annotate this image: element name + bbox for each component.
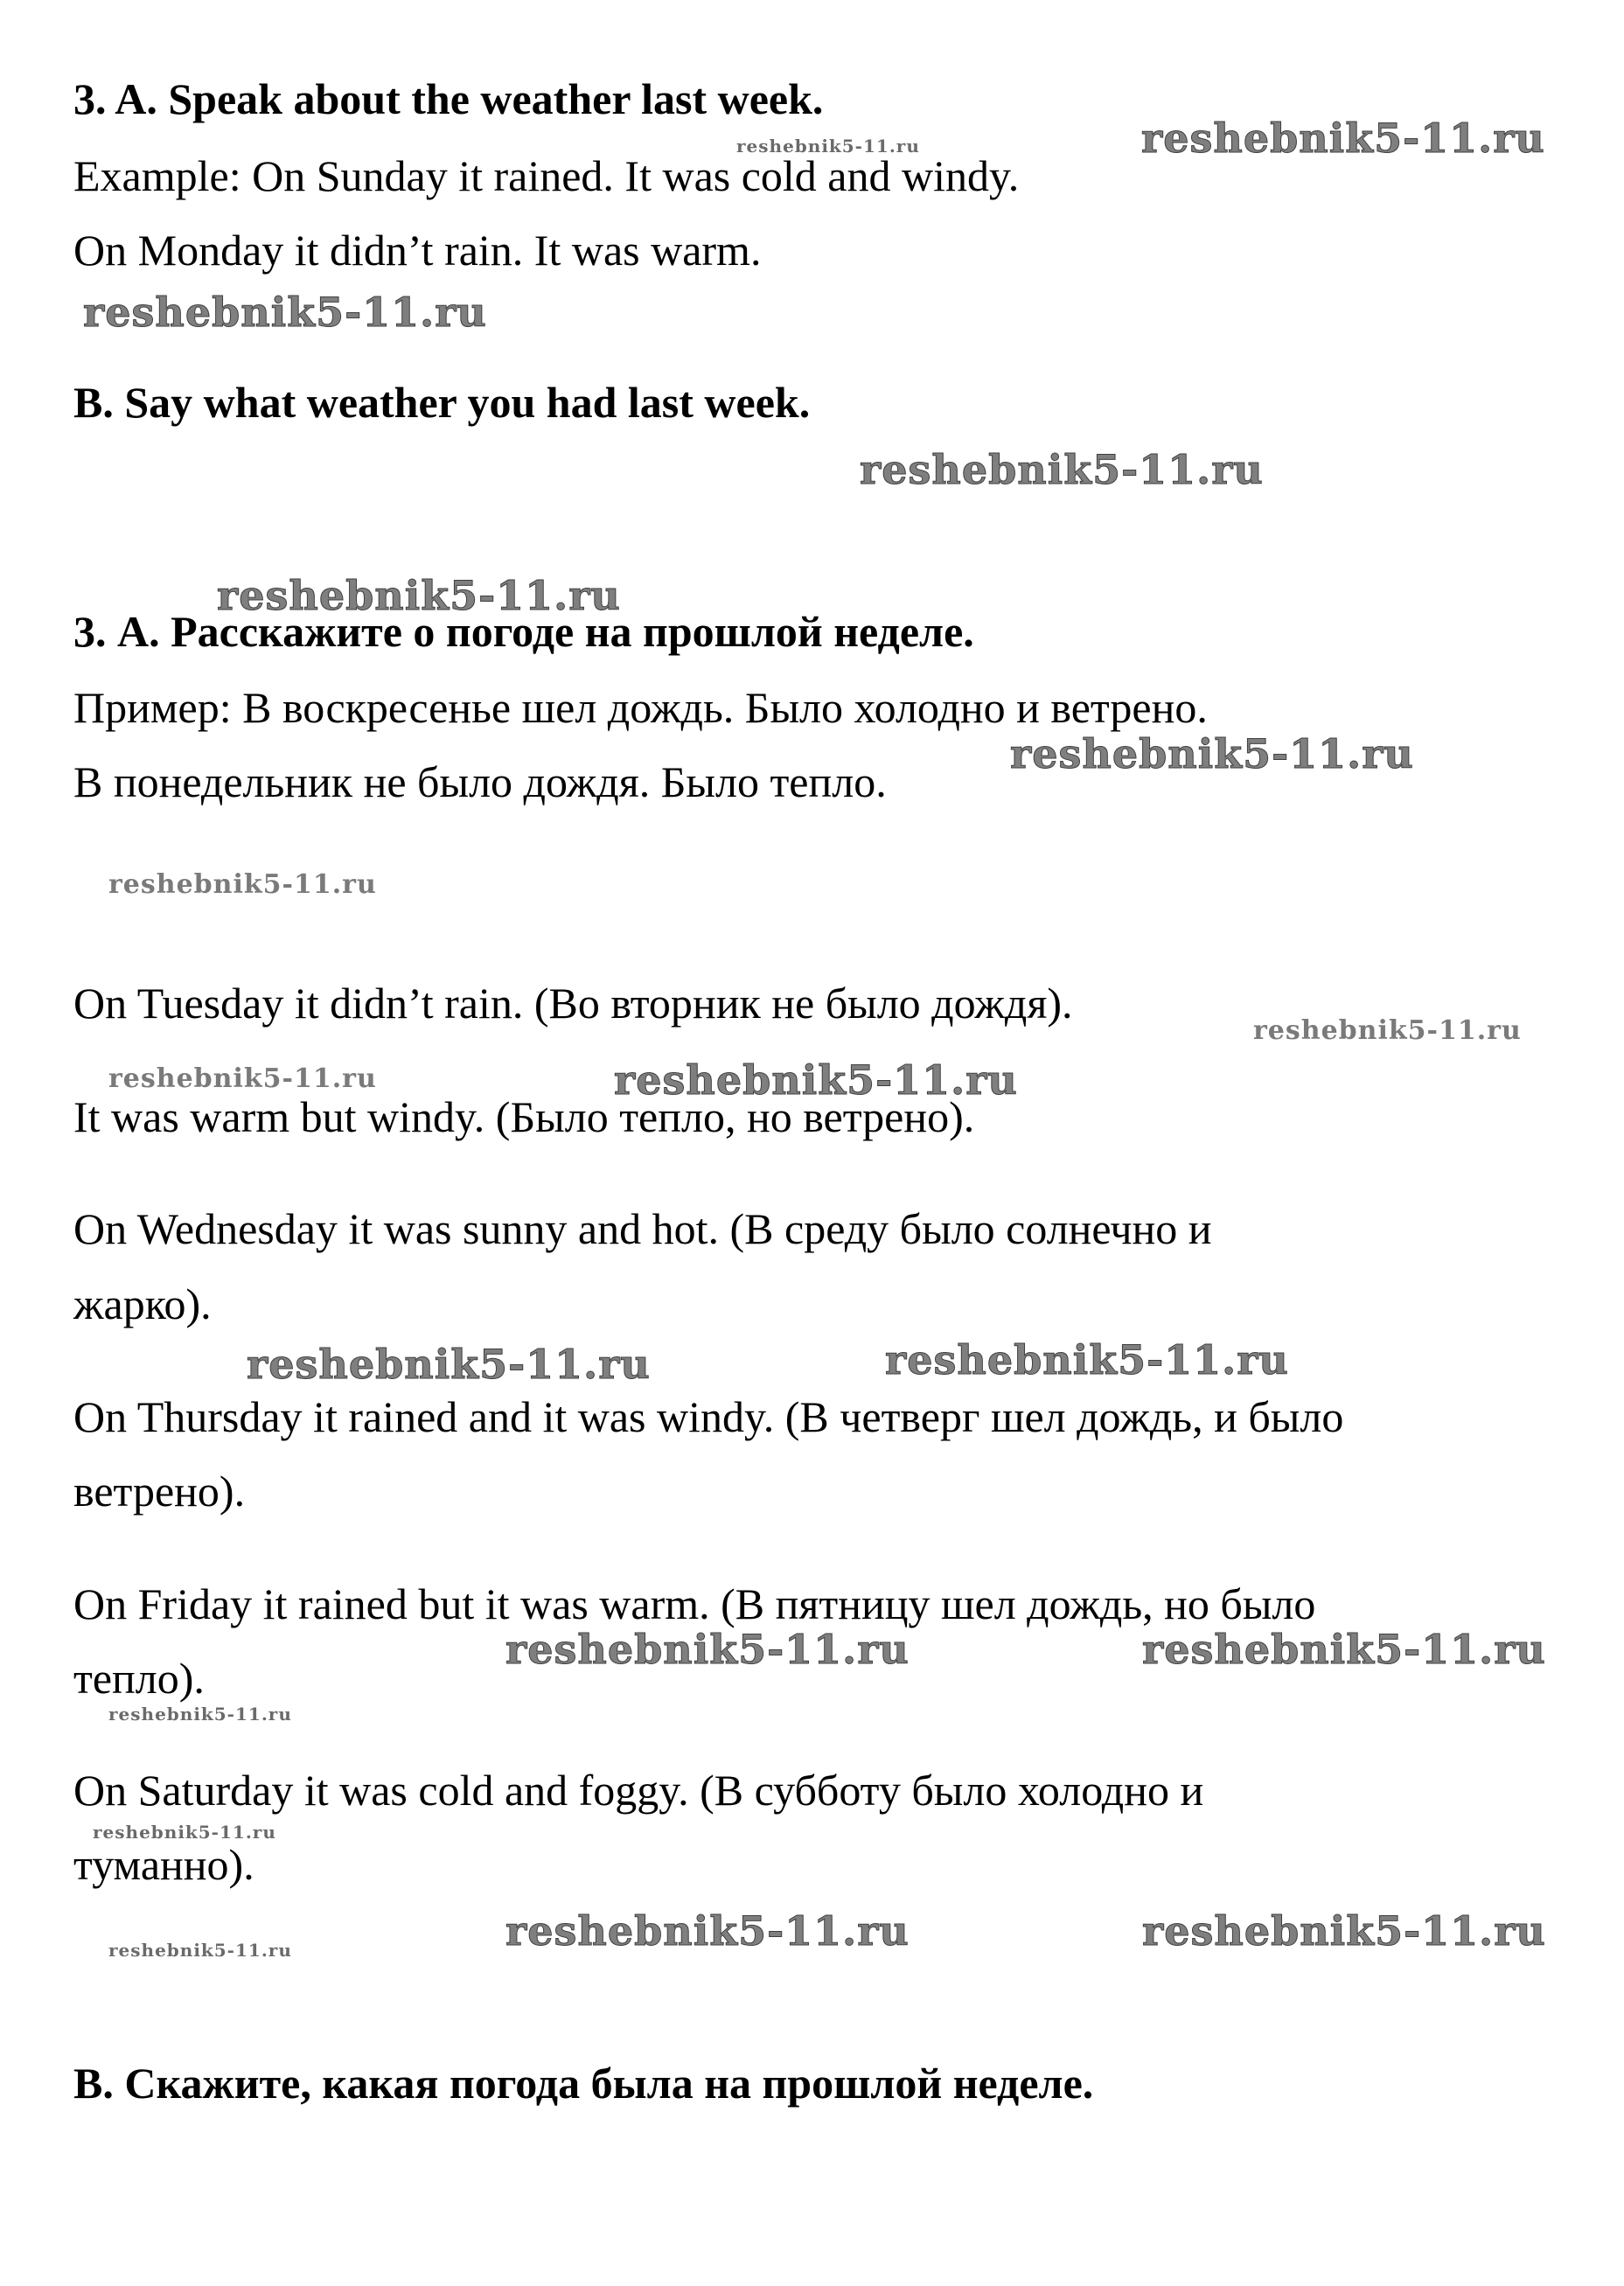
watermark: reshebnik5-11.ru (217, 572, 621, 619)
watermark: reshebnik5-11.ru (885, 1336, 1289, 1383)
answer-line: тепло). (73, 1654, 205, 1703)
example-line-1-ru: Пример: В воскресенье шел дождь. Было холодно и ветрено. (73, 683, 1208, 732)
watermark: reshebnik5-11.ru (505, 1907, 910, 1955)
answer-line: On Saturday it was cold and foggy. (В субботу было холодно и (73, 1766, 1204, 1815)
watermark: reshebnik5-11.ru (83, 289, 487, 336)
answer-line: On Friday it rained but it was warm. (В пятницу шел дождь, но было (73, 1579, 1316, 1628)
example-line-1-en: Example: On Sunday it rained. It was cold and windy. (73, 151, 1020, 200)
heading-task-a-en: 3. A. Speak about the weather last week. (73, 74, 824, 123)
watermark: reshebnik5-11.ru (614, 1056, 1018, 1104)
answer-line: It was warm but windy. (Было тепло, но ветрено). (73, 1092, 975, 1141)
watermark: reshebnik5-11.ru (1142, 1626, 1546, 1673)
heading-task-b-ru: B. Скажите, какая погода была на прошлой неделе. (73, 2059, 1094, 2108)
answer-line: On Tuesday it didn’t rain. (Во вторник не было дождя). (73, 979, 1073, 1028)
watermark: reshebnik5-11.ru (1142, 1907, 1546, 1955)
watermark: reshebnik5-11.ru (505, 1626, 910, 1673)
answer-line: On Wednesday it was sunny and hot. (В среду было солнечно и (73, 1204, 1212, 1253)
watermark: reshebnik5-11.ru (108, 1940, 292, 1961)
answer-line: On Thursday it rained and it was windy. (В четверг шел дождь, и было (73, 1392, 1344, 1441)
watermark: reshebnik5-11.ru (108, 1704, 292, 1725)
watermark: reshebnik5-11.ru (108, 869, 377, 900)
watermark: reshebnik5-11.ru (1141, 115, 1545, 162)
answer-line: жарко). (73, 1279, 212, 1328)
watermark: reshebnik5-11.ru (860, 446, 1264, 493)
heading-task-a-ru: 3. А. Расскажите о погоде на прошлой неделе. (73, 607, 974, 656)
example-line-2-en: On Monday it didn’t rain. It was warm. (73, 226, 762, 275)
watermark: reshebnik5-11.ru (1253, 1015, 1522, 1046)
watermark: reshebnik5-11.ru (1010, 730, 1414, 777)
answer-line: ветрено). (73, 1467, 246, 1516)
watermark: reshebnik5-11.ru (93, 1822, 276, 1843)
example-line-2-ru: В понедельник не было дождя. Было тепло. (73, 757, 887, 806)
watermark: reshebnik5-11.ru (247, 1341, 651, 1388)
watermark: reshebnik5-11.ru (108, 1063, 377, 1094)
answer-line: туманно). (73, 1840, 254, 1889)
heading-task-b-en: B. Say what weather you had last week. (73, 378, 811, 427)
watermark: reshebnik5-11.ru (736, 136, 920, 157)
